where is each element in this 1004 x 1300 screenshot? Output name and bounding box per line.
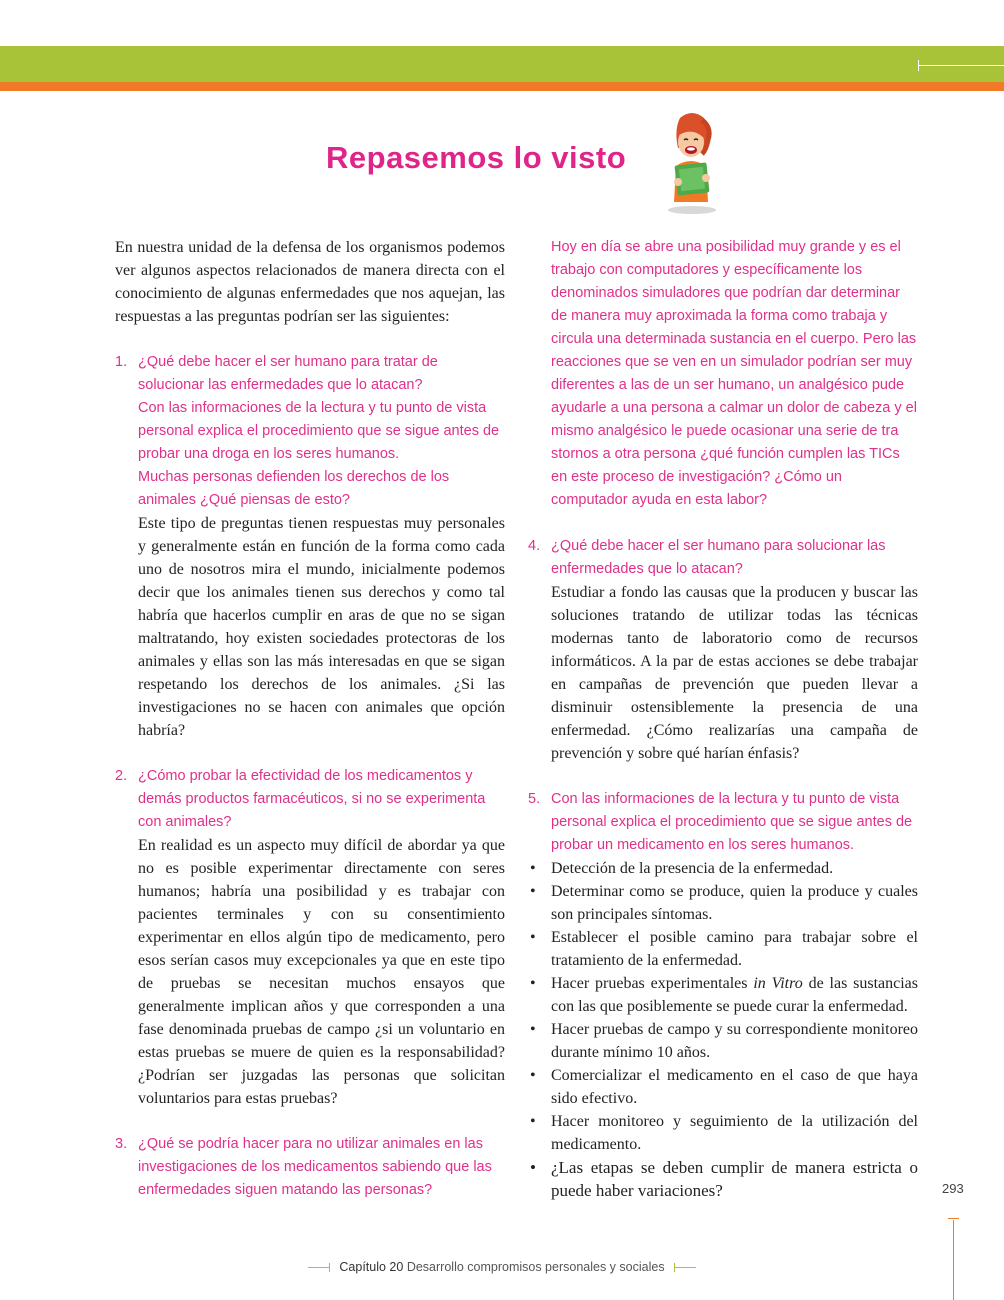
question-text: ¿Qué debe hacer el ser humano para tratar de solucionar las enfermedades que lo atacan? (138, 354, 438, 393)
bullet-icon: • (530, 975, 536, 992)
question-item (528, 788, 918, 857)
bullet-icon: • (530, 929, 536, 946)
question-item (115, 351, 505, 742)
footer-rule-right (674, 1267, 696, 1268)
question-text: Con las informaciones de la lectura y tu punto de vista personal explica el procedimiento que se sigue antes de probar una droga en los seres humanos. (138, 400, 500, 462)
list-item: • Hacer pruebas de campo y su correspondiente monitoreo durante mínimo 10 años. (528, 1018, 918, 1064)
footer-chapter: Capítulo 20 (339, 1260, 404, 1274)
question-text: ¿Qué se podría hacer para no utilizar animales en las investigaciones de los medicamentos sabiendo que las enfermedades siguen matando las personas? (138, 1136, 492, 1198)
header-rule-tick (918, 60, 919, 71)
header-orange-band (0, 82, 1004, 91)
bullet-icon: • (530, 1021, 536, 1038)
list-item: • Determinar como se produce, quien la produce y cuales son principales síntomas. (528, 880, 918, 926)
page-number: 293 (942, 1181, 964, 1196)
bullet-icon: • (530, 1113, 536, 1130)
steps-list (528, 857, 918, 1202)
question-text: ¿Qué debe hacer el ser humano para solucionar las enfermedades que lo atacan? (551, 538, 886, 577)
header-green-band (0, 46, 1004, 82)
question-text: ¿Cómo probar la efectividad de los medicamentos y demás productos farmacéuticos, si no se experimenta con animales? (138, 768, 486, 830)
question-item (528, 535, 918, 765)
footer-rule-left (308, 1267, 330, 1268)
list-item: • Comercializar el medicamento en el caso de que haya sido efectivo. (528, 1064, 918, 1110)
question-text: Muchas personas defienden los derechos de los animales ¿Qué piensas de esto? (138, 469, 450, 508)
question-item (115, 765, 505, 1110)
list-item: • Hacer pruebas experimentales in Vitro de las sustancias con las que posiblemente se puede curar la enfermedad. (528, 972, 918, 1018)
list-item: • Establecer el posible camino para trabajar sobre el tratamiento de la enfermedad. (528, 926, 918, 972)
bullet-icon: • (530, 860, 536, 877)
question-number: 1. (115, 354, 128, 370)
question-number: 4. (528, 538, 541, 554)
list-item: • Hacer monitoreo y seguimiento de la utilización del medicamento. (528, 1110, 918, 1156)
question-number: 5. (528, 791, 541, 807)
answer-text: Este tipo de preguntas tienen respuestas muy personales y generalmente están en función de la forma como cada uno de nosotros mira el mundo, inicialmente podemos decir que los animales tienen sus derechos y como tal habría que hacerlos cumplir en aras de que no se sigan maltratando, hoy existen sociedades protectoras de los animales y ellas son las más interesadas en que se sigan respetando los derechos de los animales. ¿Si las investigaciones no se hacen con animales que opción habría? (138, 515, 505, 739)
question-3-answer: Hoy en día se abre una posibilidad muy grande y es el trabajo con computadores y específicamente los denominados simuladores que podrían dar determinar de manera muy aproximada la forma como trabaja y circula una determinada sustancia en el cuerpo. Pero las reacciones que se ven en un simulador podrían ser muy diferentes a las de un ser humano, un analgésico pude ayudarle a una persona a calmar un dolor de cabeza y el mismo analgésico le puede ocasionar una serie de tra stornos a otra persona ¿qué función cumplen las TICs en este proceso de investigación? ¿Cómo un computador ayuda en esta labor? (551, 239, 917, 508)
footer-text: Desarrollo compromisos personales y sociales (406, 1260, 665, 1274)
page-title: Repasemos lo visto (326, 140, 627, 175)
girl-reading-book-icon (658, 110, 728, 216)
question-number: 3. (115, 1136, 128, 1152)
question-text: Con las informaciones de la lectura y tu punto de vista personal explica el procedimiento que se sigue antes de probar un medicamento en los seres humanos. (551, 791, 913, 853)
question-number: 2. (115, 768, 128, 784)
margin-rule-tick (948, 1218, 959, 1219)
bullet-icon: • (530, 1067, 536, 1084)
list-item: • ¿Las etapas se deben cumplir de manera estricta o puede haber variaciones? (530, 1158, 918, 1200)
header-rule (918, 65, 1004, 66)
left-column (115, 236, 505, 1225)
question-item (115, 1133, 505, 1202)
bullet-icon: • (530, 1158, 536, 1177)
answer-text: En realidad es un aspecto muy difícil de abordar ya que no es posible experimentar directamente con seres humanos; habría una posibilidad y es trabajar con pacientes terminales y con su consentimiento experimentar en ellos algún tipo de medicamento, pero esos serían casos muy excepcionales ya que en este tipo de pruebas se necesitan muchos ensayos que generalmente implican años y que corresponden a una fase denominada pruebas de campo ¿si un voluntario en estas pruebas se muere de quien es la responsabilidad? ¿Podrían ser juzgadas las personas que solicitan voluntarios para estas pruebas? (138, 837, 505, 1107)
right-column (528, 236, 918, 1202)
list-item: • Detección de la presencia de la enfermedad. (528, 857, 918, 880)
bullet-icon: • (530, 883, 536, 900)
answer-text: Estudiar a fondo las causas que la producen y buscar las soluciones tratando de utilizar todas las técnicas modernas tanto de laboratorio como de recursos informáticos. A la par de estas acciones se debe trabajar en campañas de prevención que pueden llevar a disminuir ostensiblemente la presencia de una enfermedad. ¿Cómo realizarías una campaña de prevención y sobre qué harían énfasis? (551, 584, 918, 762)
footer (0, 1260, 1004, 1274)
intro-paragraph: En nuestra unidad de la defensa de los organismos podemos ver algunos aspectos relacionados de manera directa con el conocimiento de algunas enfermedades que nos aquejan, las respuestas a las preguntas podrían ser las siguientes: (115, 239, 505, 325)
